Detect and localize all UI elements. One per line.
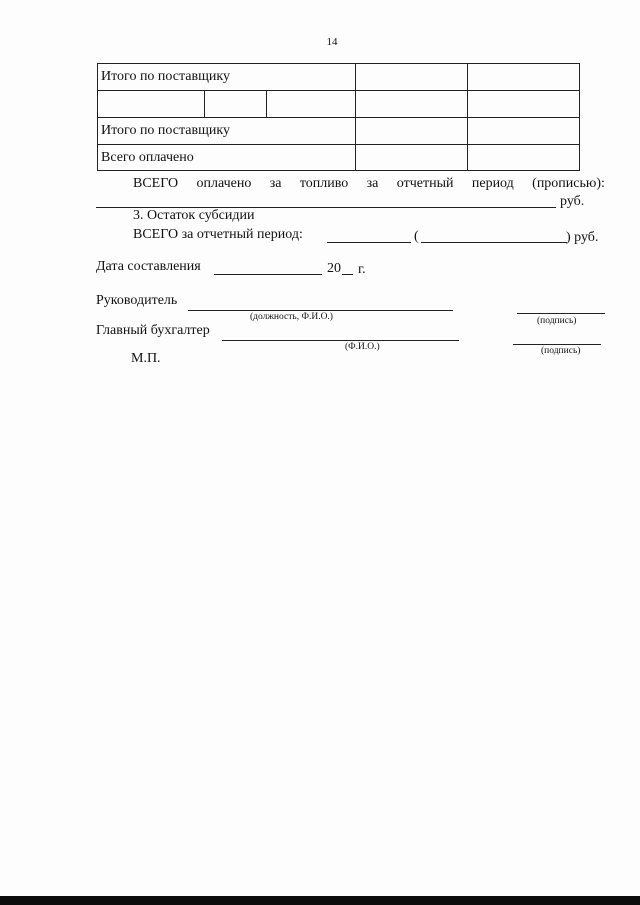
word: ВСЕГО [133, 176, 179, 191]
year-prefix: 20 [327, 261, 341, 276]
table-cell [468, 118, 580, 145]
table-cell [356, 64, 468, 91]
word: отчетный [396, 176, 454, 191]
table-row [98, 64, 580, 91]
supplier-totals-table [97, 63, 580, 171]
chief-accountant-signature-caption: (подпись) [541, 346, 581, 356]
year-field[interactable] [342, 274, 353, 275]
table-cell [356, 145, 468, 171]
head-position-name-caption: (должность, Ф.И.О.) [250, 312, 333, 322]
table-row [98, 118, 580, 145]
page-number: 14 [326, 36, 338, 48]
subsidy-amount-field[interactable] [327, 242, 411, 243]
word: топливо [299, 176, 349, 191]
stamp-label: М.П. [131, 351, 161, 366]
word: оплачено [196, 176, 252, 191]
chief-accountant-label: Главный бухгалтер [96, 323, 210, 338]
table-cell [267, 91, 356, 118]
table-cell [468, 91, 580, 118]
compiled-date-field[interactable] [214, 274, 322, 275]
word: за [366, 176, 379, 191]
head-position-name-field[interactable] [188, 310, 453, 311]
word: (прописью): [532, 176, 605, 191]
table-row [98, 91, 580, 118]
chief-accountant-signature-field[interactable] [513, 344, 601, 345]
open-paren: ( [414, 229, 419, 244]
scan-bottom-edge [0, 896, 640, 905]
head-signature-field[interactable] [517, 313, 605, 314]
subsidy-amount-words-field[interactable] [421, 242, 567, 243]
table-cell [205, 91, 267, 118]
word: за [269, 176, 282, 191]
table-cell-label: Итого по поставщику [98, 64, 356, 91]
chief-accountant-name-caption: (Ф.И.О.) [345, 342, 380, 352]
table-cell [468, 64, 580, 91]
table-cell [468, 145, 580, 171]
chief-accountant-name-field[interactable] [222, 340, 459, 341]
table-cell-label: Всего оплачено [98, 145, 356, 171]
word: период [471, 176, 514, 191]
close-paren-rub: ) руб. [566, 230, 599, 245]
rub-label: руб. [560, 194, 585, 209]
table-cell-label: Итого по поставщику [98, 118, 356, 145]
table-cell [98, 91, 205, 118]
table-row [98, 145, 580, 171]
subsidy-total-label: ВСЕГО за отчетный период: [133, 227, 303, 242]
total-paid-words-line [133, 176, 605, 192]
year-suffix: г. [358, 262, 366, 277]
head-signature-caption: (подпись) [537, 316, 577, 326]
compiled-date-label: Дата составления [96, 259, 201, 274]
table-cell [356, 118, 468, 145]
head-label: Руководитель [96, 293, 178, 308]
table-cell [356, 91, 468, 118]
section-3-heading: 3. Остаток субсидии [133, 208, 255, 223]
